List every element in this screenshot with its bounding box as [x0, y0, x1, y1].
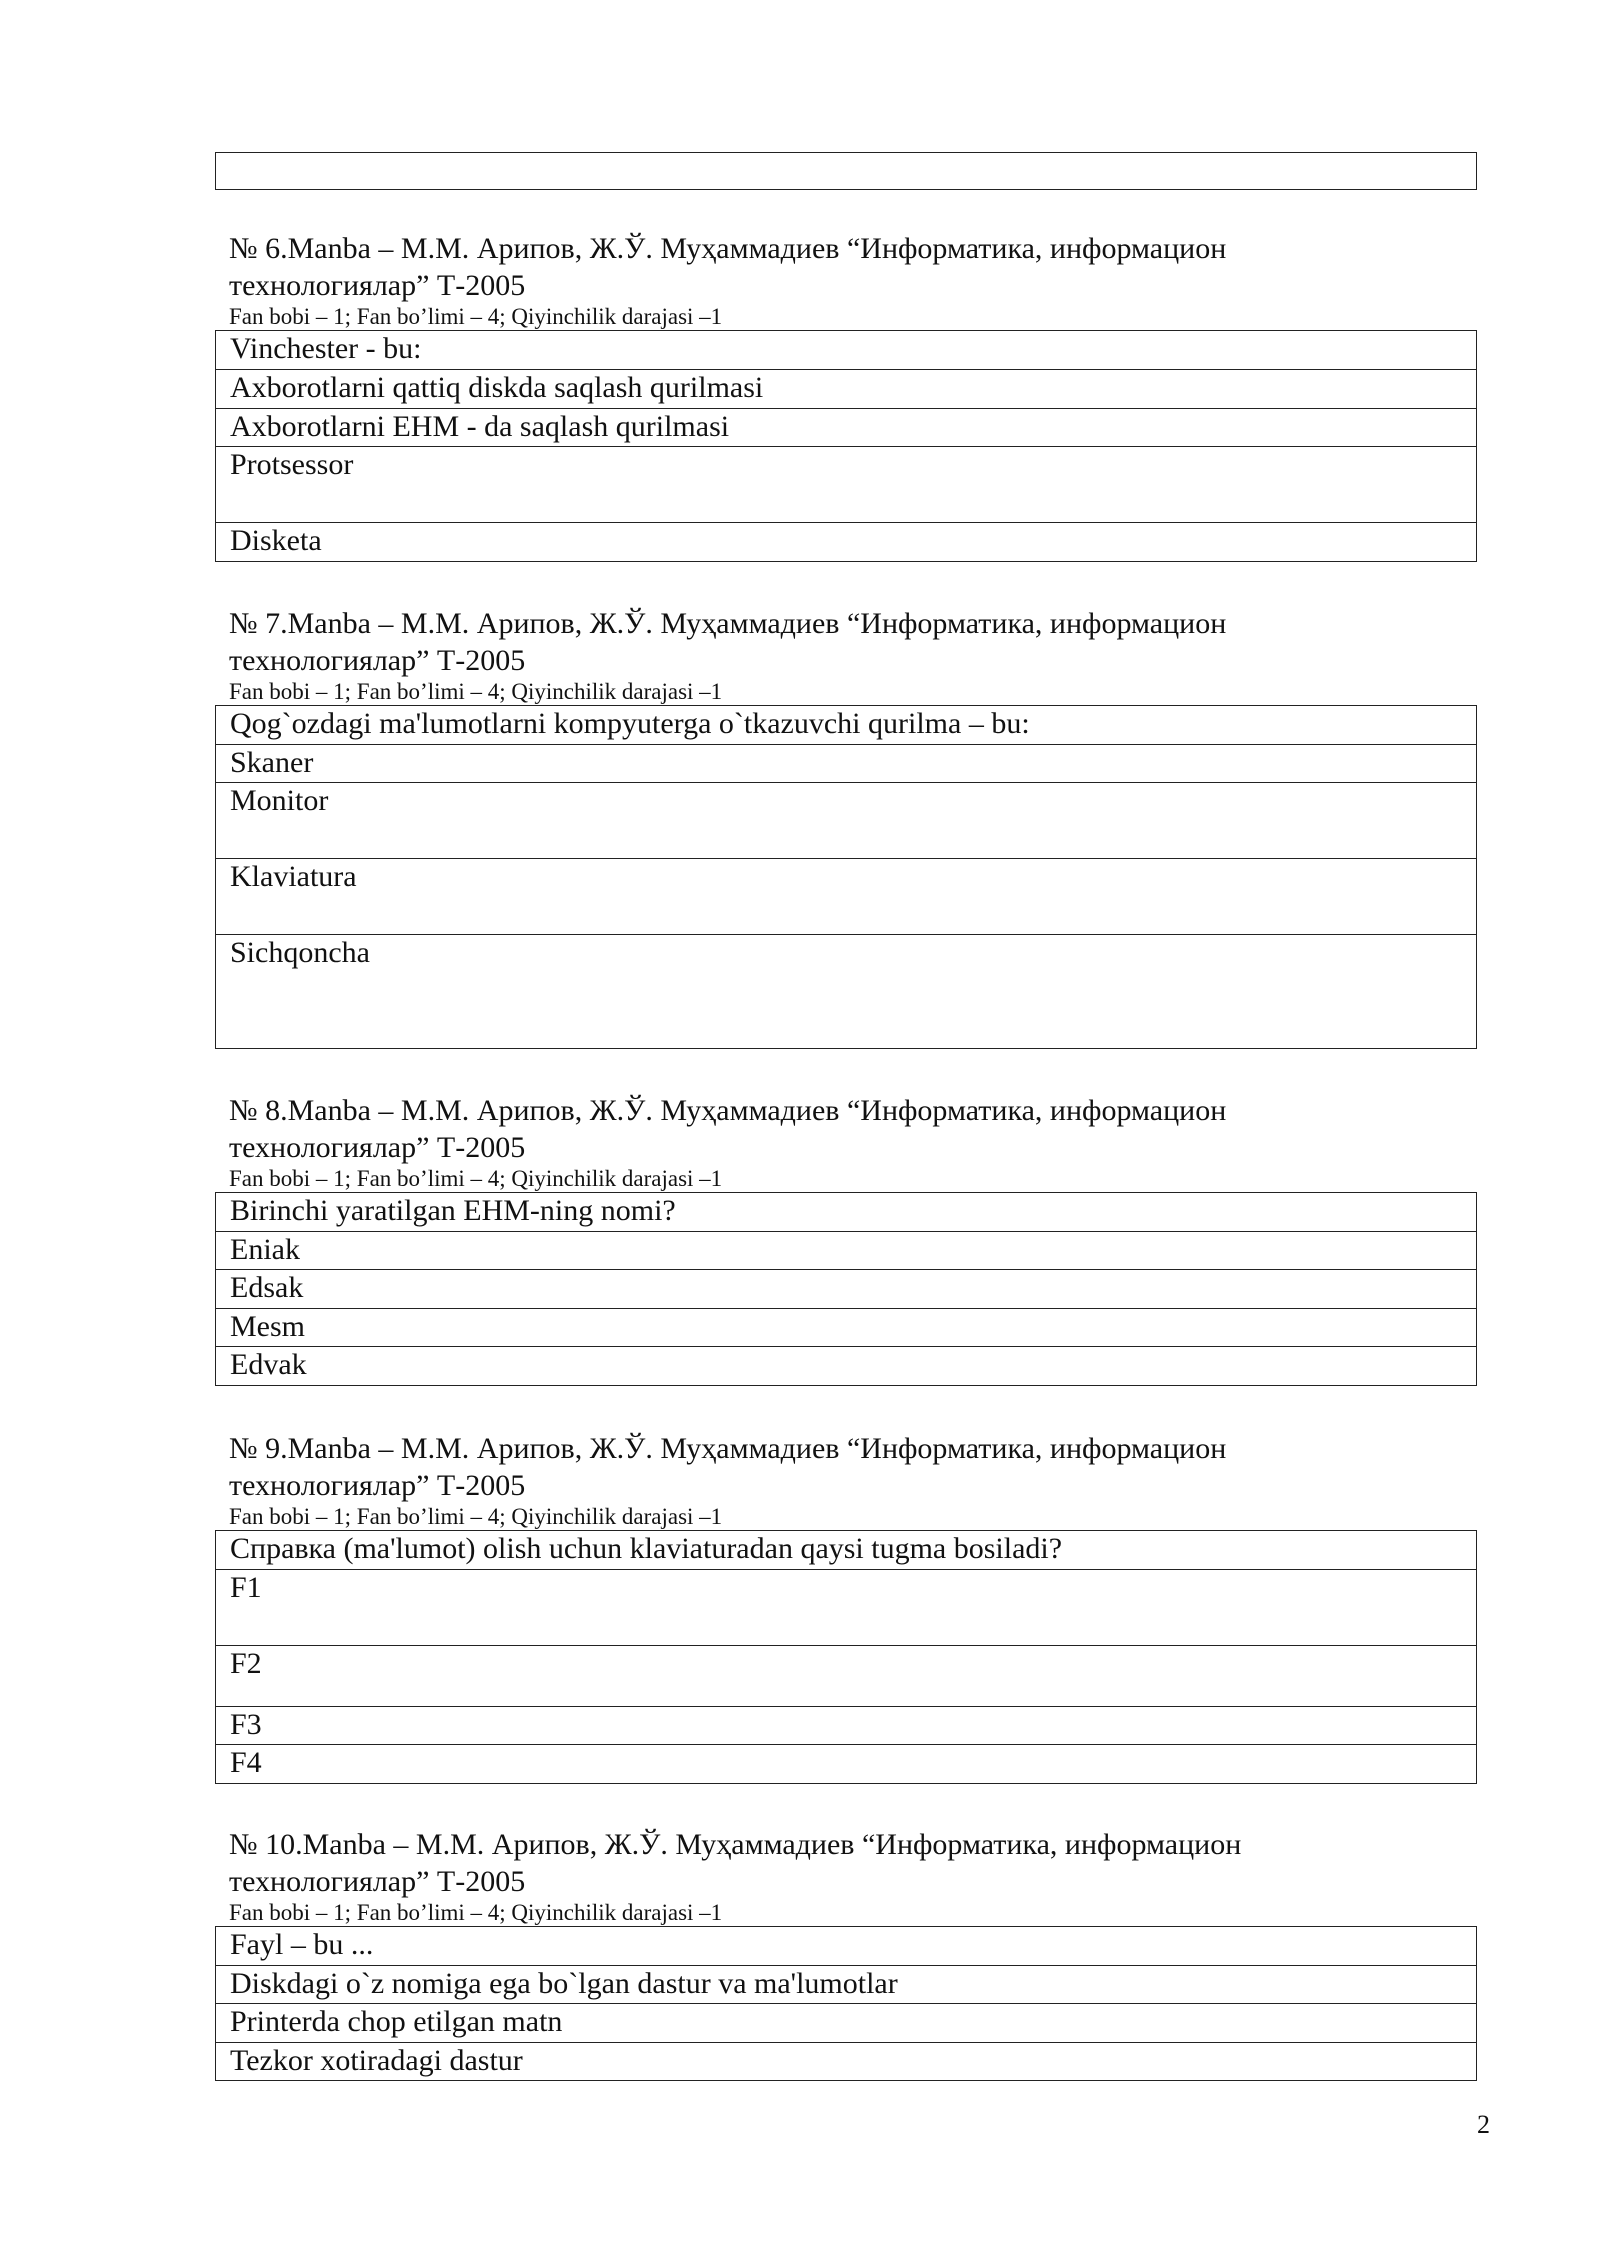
answer-option: Diskdagi o`z nomiga ega bo`lgan dastur va ma'lumotlar: [216, 1966, 1477, 2004]
answer-option: Disketa: [216, 523, 1477, 562]
answer-option: Printerda chop etilgan matn: [216, 2004, 1477, 2043]
question-text: Birinchi yaratilgan EHM-ning nomi?: [216, 1193, 1477, 1232]
answer-option: F4: [216, 1745, 1477, 1784]
page-number: 2: [1477, 2110, 1490, 2139]
question-header: № 8.Manba – М.М. Арипов, Ж.Ў. Муҳаммадиев “Информатика, информацион технологиялар” Т-2005: [229, 1094, 1227, 1164]
question-text: Qog`ozdagi ma'lumotlarni kompyuterga o`tkazuvchi qurilma – bu:: [216, 706, 1477, 745]
answer-table: [215, 330, 1477, 562]
empty-table-cell: [215, 152, 1477, 190]
question-meta: Fan bobi – 1; Fan bo’limi – 4; Qiyinchilik darajasi –1: [229, 304, 723, 329]
answer-table: [215, 1926, 1477, 2081]
answer-option: Protsessor: [216, 447, 1477, 523]
answer-option: Tezkor xotiradagi dastur: [216, 2043, 1477, 2081]
answer-option: F2: [216, 1646, 1477, 1707]
question-text: Fayl – bu ...: [216, 1927, 1477, 1966]
question-header: № 9.Manba – М.М. Арипов, Ж.Ў. Муҳаммадиев “Информатика, информацион технологиялар” Т-2005: [229, 1432, 1227, 1502]
question-header: № 7.Manba – М.М. Арипов, Ж.Ў. Муҳаммадиев “Информатика, информацион технологиялар” Т-2005: [229, 607, 1227, 677]
question-meta: Fan bobi – 1; Fan bo’limi – 4; Qiyinchilik darajasi –1: [229, 1166, 723, 1191]
answer-option: Skaner: [216, 745, 1477, 783]
answer-option: F3: [216, 1707, 1477, 1745]
answer-table: [215, 1192, 1477, 1386]
answer-option: Sichqoncha: [216, 935, 1477, 1049]
question-text: Справка (ma'lumot) olish uchun klaviaturadan qaysi tugma bosiladi?: [216, 1531, 1477, 1570]
answer-option: Klaviatura: [216, 859, 1477, 935]
answer-option: Axborotlarni EHM - da saqlash qurilmasi: [216, 409, 1477, 447]
question-7: [215, 605, 1477, 1049]
answer-option: Monitor: [216, 783, 1477, 859]
question-header: № 6.Manba – М.М. Арипов, Ж.Ў. Муҳаммадиев “Информатика, информацион технологиялар” Т-2005: [229, 232, 1227, 302]
answer-option: Edvak: [216, 1347, 1477, 1386]
answer-option: Axborotlarni qattiq diskda saqlash qurilmasi: [216, 370, 1477, 409]
question-meta: Fan bobi – 1; Fan bo’limi – 4; Qiyinchilik darajasi –1: [229, 679, 723, 704]
question-meta: Fan bobi – 1; Fan bo’limi – 4; Qiyinchilik darajasi –1: [229, 1900, 723, 1925]
question-9: [215, 1430, 1477, 1784]
answer-option: Mesm: [216, 1309, 1477, 1347]
question-meta: Fan bobi – 1; Fan bo’limi – 4; Qiyinchilik darajasi –1: [229, 1504, 723, 1529]
answer-table: [215, 1530, 1477, 1784]
question-header: № 10.Manba – М.М. Арипов, Ж.Ў. Муҳаммадиев “Информатика, информацион технологиялар” Т-2005: [229, 1828, 1242, 1898]
question-10: [215, 1826, 1477, 2081]
question-6: [215, 230, 1477, 562]
answer-option: Eniak: [216, 1232, 1477, 1270]
answer-option: F1: [216, 1570, 1477, 1646]
answer-option: Edsak: [216, 1270, 1477, 1309]
question-8: [215, 1092, 1477, 1386]
answer-table: [215, 705, 1477, 1049]
question-text: Vinchester - bu:: [216, 331, 1477, 370]
